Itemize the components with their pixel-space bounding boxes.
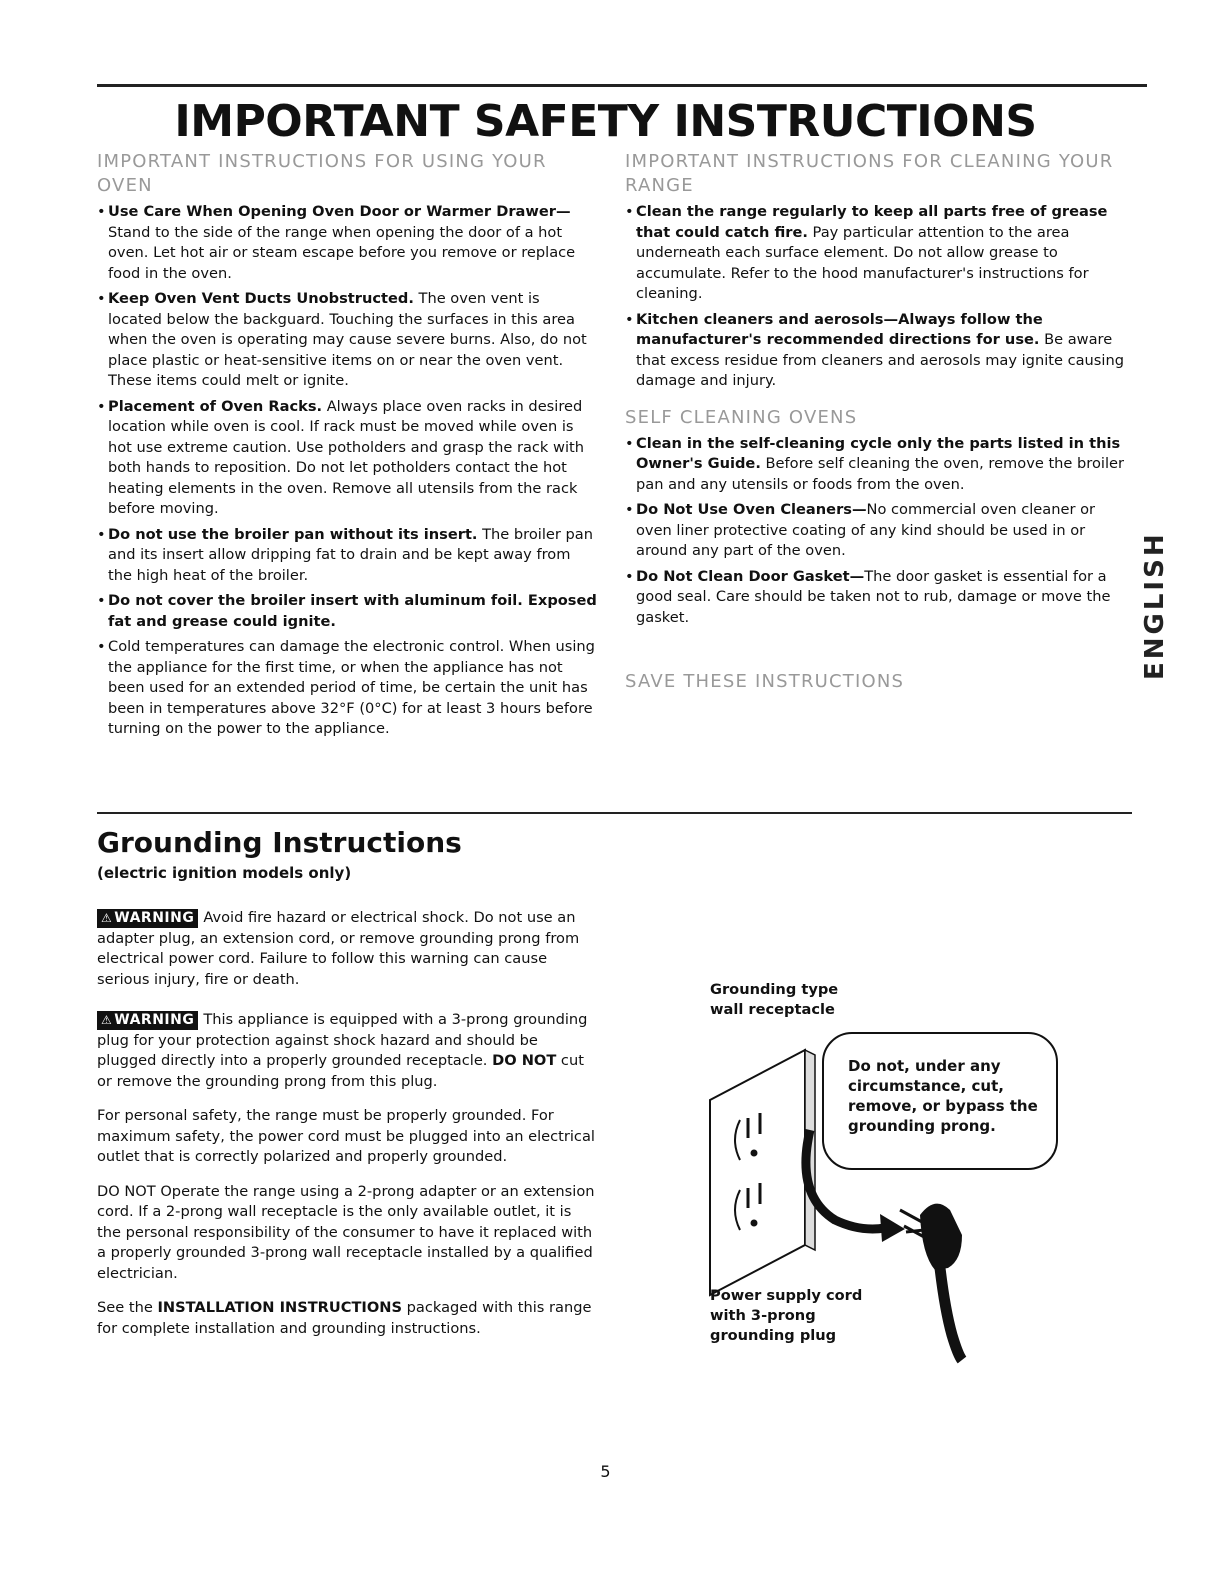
instruction-text: The door gasket is essential for a good seal. Care should be taken not to rub, damage or move the gasket. [636, 567, 1111, 626]
warning-label: WARNING [114, 1012, 195, 1028]
grounding-paragraph-1: For personal safety, the range must be properly grounded. For maximum safety, the power cord must be plugged into an electrical outlet that is correctly polarized and properly grounded. [97, 1107, 595, 1165]
instruction-item [625, 310, 1135, 392]
right-column [625, 150, 1135, 693]
instruction-lead: Clean in the self-cleaning cycle only the parts listed in this Owner's Guide. [636, 434, 1121, 472]
see-text: See the [97, 1299, 158, 1316]
warning-text-2c: cut or remove the grounding prong from this plug. [97, 1052, 584, 1090]
instruction-text: Cold temperatures can damage the electronic control. When using the appliance for the first time, or when the appliance has not been used for an extended period of time, be certain the unit has been in temperatures above 32°F (0°C) for at least 3 hours before turning on the power to the appliance. [108, 638, 595, 737]
instruction-text: Always place oven racks in desired location while oven is cool. If rack must be moved while oven is hot use extreme caution. Use potholders and grasp the rack with both hands to reposition. Do not let potholders contact the hot heating elements in the oven. Remove all utensils from the rack before moving. [108, 397, 584, 517]
instruction-lead: Do Not Use Oven Cleaners— [636, 501, 867, 518]
insert-arrow-head [880, 1214, 905, 1242]
warning-label: WARNING [114, 910, 195, 926]
see-text-end: packaged with this range for complete installation and grounding instructions. [97, 1299, 592, 1337]
instruction-item [97, 202, 597, 284]
self-cleaning-list [625, 434, 1135, 629]
instruction-text: No commercial oven cleaner or oven liner protective coating of any kind should be used in or around any part of the oven. [636, 501, 1096, 559]
instruction-lead: Do not cover the broiler insert with aluminum foil. Exposed fat and grease could ignite. [108, 592, 597, 630]
grounding-paragraph-2: DO NOT Operate the range using a 2-prong adapter or an extension cord. If a 2-prong wall receptacle is the only available outlet, it is the personal responsibility of the consumer to have it replaced with a properly grounded 3-prong wall receptacle installed by a qualified electrician. [97, 1182, 595, 1282]
instruction-lead: Do Not Clean Door Gasket— [636, 567, 865, 585]
instruction-text: The broiler pan and its insert allow dripping fat to drain and be kept away from the high heat of the broiler. [108, 525, 593, 584]
left-column [97, 150, 597, 745]
warning-text-1: Avoid fire hazard or electrical shock. Do not use an adapter plug, an extension cord, or remove grounding prong from electrical power cord. Failure to follow this warning can cause serious injury, fire or death. [97, 909, 580, 988]
plug [900, 1204, 962, 1360]
instruction-lead: Keep Oven Vent Ducts Unobstructed. [108, 290, 414, 307]
instruction-text: Before self cleaning the oven, remove the broiler pan and any utensils or foods from the oven. [636, 455, 1125, 493]
callout-bubble: Do not, under any circumstance, cut, remove, or bypass the grounding prong. [822, 1032, 1058, 1170]
installation-instructions-ref: INSTALLATION INSTRUCTIONS [157, 1299, 402, 1316]
instruction-item [625, 202, 1135, 305]
instruction-lead: Do not use the broiler pan without its insert. [108, 525, 478, 543]
instruction-item [97, 289, 597, 392]
instruction-lead: Use Care When Opening Oven Door or Warmer Drawer— [108, 203, 571, 220]
page-number: 5 [600, 1462, 611, 1481]
warning-badge [97, 1011, 198, 1030]
cleaning-heading: IMPORTANT INSTRUCTIONS FOR CLEANING YOUR RANGE [625, 151, 1114, 196]
instruction-lead: Clean the range regularly to keep all parts free of grease that could catch fire. [636, 203, 1108, 241]
warning-paragraph-2 [97, 1010, 597, 1092]
warning-text-2b: DO NOT [492, 1052, 557, 1069]
instruction-text: Pay particular attention to the area underneath each surface element. Do not allow grease to accumulate. Refer to the hood manufacturer's instructions for cleaning. [636, 223, 1089, 302]
grounding-title: Grounding Instructions [97, 826, 462, 859]
instruction-lead: Placement of Oven Racks. [108, 397, 323, 415]
receptacle-caption: Grounding type wall receptacle [710, 981, 839, 1018]
instruction-text: Stand to the side of the range when opening the door of a hot oven. Let hot air or steam escape before you remove or replace food in the oven. [108, 223, 576, 282]
wall-plate [710, 1050, 805, 1295]
instruction-item [97, 525, 597, 587]
grounding-body [97, 908, 597, 1353]
instruction-item [97, 397, 597, 520]
language-tab: ENGLISH [1140, 531, 1170, 680]
instruction-item [625, 434, 1135, 496]
warning-triangle-icon: ⚠ [101, 1013, 113, 1027]
instruction-item [625, 500, 1135, 562]
instruction-lead: Kitchen cleaners and aerosols—Always follow the manufacturer's recommended directions for use. [636, 310, 1043, 348]
using-oven-list [97, 202, 597, 740]
instruction-item [97, 637, 597, 740]
warning-text-2a: This appliance is equipped with a 3-prong grounding plug for your protection against shock hazard and should be plugged directly into a properly grounded receptacle. [97, 1011, 588, 1069]
instruction-text: The oven vent is located below the backguard. Touching the surfaces in this area when the oven is operating may cause severe burns. Also, do not place plastic or heat-sensitive items on or near the oven vent. These items could melt or ignite. [108, 290, 587, 389]
outlet-lower [735, 1183, 760, 1230]
instruction-item [97, 591, 597, 632]
self-cleaning-heading: SELF CLEANING OVENS [625, 406, 858, 428]
instruction-text: Be aware that excess residue from cleaners and aerosols may ignite causing damage and injury. [636, 331, 1124, 389]
middle-rule [97, 812, 1132, 814]
instruction-item [625, 567, 1135, 629]
cleaning-list [625, 202, 1135, 392]
top-rule [97, 84, 1147, 87]
warning-badge [97, 909, 198, 928]
warning-triangle-icon: ⚠ [101, 911, 113, 925]
grounding-paragraph-3 [97, 1298, 597, 1339]
outlet-upper [735, 1113, 760, 1160]
warning-paragraph-1 [97, 908, 597, 990]
page-title: IMPORTANT SAFETY INSTRUCTIONS [174, 96, 1037, 147]
grounding-subtitle: (electric ignition models only) [97, 864, 352, 882]
plug-caption: Power supply cord with 3-prong grounding plug [710, 1287, 863, 1344]
save-instructions: SAVE THESE INSTRUCTIONS [625, 671, 905, 692]
using-oven-heading: IMPORTANT INSTRUCTIONS FOR USING YOUR OVEN [97, 151, 547, 196]
